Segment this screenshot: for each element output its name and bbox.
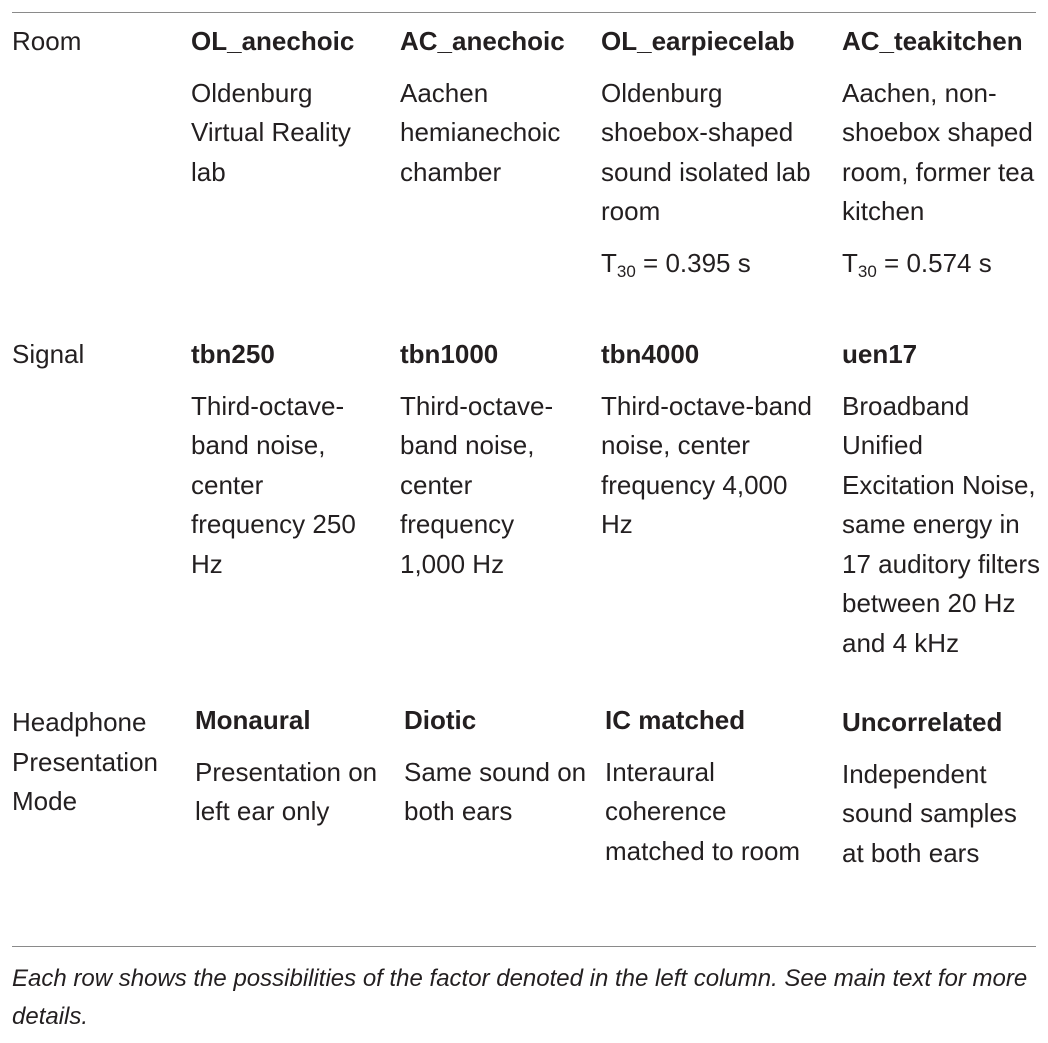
cell-description: Oldenburg shoebox-shaped sound isolated lab room (601, 77, 811, 226)
cell-mode-uncorrelated (842, 703, 1042, 873)
t30-symbol: T (601, 247, 617, 278)
table-bottom-rule (12, 946, 1036, 947)
cell-signal-tbn1000 (400, 335, 585, 584)
cell-description: Aachen, non-shoebox shaped room, former tea kitchen (842, 77, 1035, 226)
cell-heading: uen17 (842, 339, 918, 369)
cell-description: Same sound on both ears (404, 756, 587, 826)
cell-description: Presentation on left ear only (195, 756, 378, 826)
cell-description: Interaural coherence matched to room (605, 756, 801, 866)
t30-subscript: 30 (857, 261, 877, 281)
cell-description: Third-octave-band noise, center frequency 4,000 Hz (601, 390, 812, 539)
row-label-headphone-presentation-mode: Headphone Presentation Mode (12, 707, 158, 816)
reverberation-time (601, 244, 826, 284)
t30-subscript: 30 (616, 261, 636, 281)
cell-heading: OL_anechoic (191, 26, 355, 56)
cell-heading: AC_anechoic (400, 26, 565, 56)
cell-room-ol-earpiecelab (601, 22, 826, 283)
cell-mode-monaural (195, 701, 385, 832)
t30-symbol: T (842, 247, 858, 278)
cell-description: Broadband Unified Excitation Noise, same energy in 17 auditory filters between 20 Hz and 4 kHz (842, 390, 1040, 658)
cell-mode-diotic (404, 701, 589, 832)
cell-description: Oldenburg Virtual Reality lab (191, 77, 351, 187)
cell-description: Independent sound samples at both ears (842, 758, 1017, 868)
t30-value: = 0.395 s (635, 247, 751, 278)
cell-signal-tbn4000 (601, 335, 826, 545)
cell-room-ol-anechoic (191, 22, 386, 192)
cell-signal-tbn250 (191, 335, 381, 584)
row-label-room: Room (12, 26, 82, 56)
cell-heading: tbn250 (191, 339, 275, 369)
cell-heading: Uncorrelated (842, 707, 1003, 737)
cell-heading: Monaural (195, 705, 311, 735)
cell-heading: OL_earpiecelab (601, 26, 795, 56)
table-top-rule (12, 12, 1036, 13)
cell-room-ac-anechoic (400, 22, 590, 192)
cell-description: Third-octave-band noise, center frequency 1,000 Hz (400, 390, 554, 579)
cell-heading: Diotic (404, 705, 477, 735)
cell-heading: tbn4000 (601, 339, 700, 369)
cell-description: Third-octave-band noise, center frequency 250 Hz (191, 390, 356, 579)
cell-heading: IC matched (605, 705, 746, 735)
cell-heading: tbn1000 (400, 339, 499, 369)
reverberation-time (842, 244, 1037, 284)
cell-mode-ic-matched (605, 701, 805, 871)
table-footnote: Each row shows the possibilities of the factor denoted in the left column. See main text for more details. (12, 965, 1028, 1030)
cell-description: Aachen hemianechoic chamber (400, 77, 561, 187)
t30-value: = 0.574 s (876, 247, 992, 278)
cell-room-ac-teakitchen (842, 22, 1037, 283)
cell-heading: AC_teakitchen (842, 26, 1023, 56)
row-label-signal: Signal (12, 339, 85, 369)
cell-signal-uen17 (842, 335, 1042, 663)
